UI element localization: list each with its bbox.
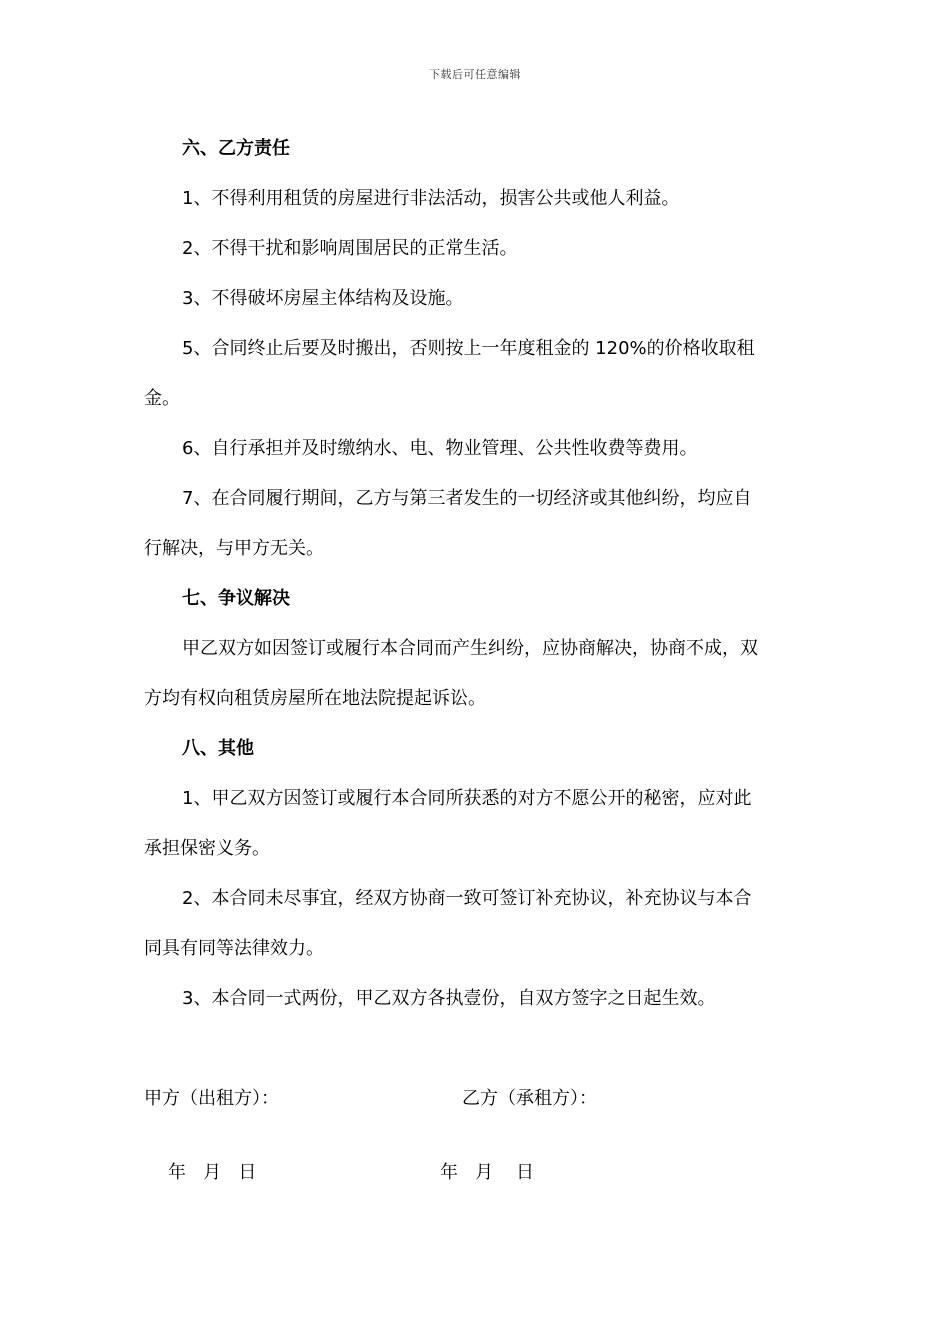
clause-line: 3、本合同一式两份，甲乙双方各执壹份，自双方签字之日起生效。	[182, 988, 716, 1009]
page-header-note: 下载后可任意编辑	[429, 68, 521, 81]
section-heading-party-b-duties: 六、乙方责任	[182, 138, 290, 159]
section-heading-other: 八、其他	[182, 738, 254, 759]
section-heading-dispute-resolution: 七、争议解决	[182, 588, 290, 609]
clause-line-continuation: 金。	[144, 388, 180, 409]
clause-line: 1、不得利用租赁的房屋进行非法活动，损害公共或他人利益。	[182, 188, 680, 209]
clause-line: 甲乙双方如因签订或履行本合同而产生纠纷，应协商解决，协商不成，双	[182, 638, 758, 659]
clause-line: 7、在合同履行期间，乙方与第三者发生的一切经济或其他纠纷，均应自	[182, 488, 752, 509]
date-block	[144, 1158, 808, 1188]
clause-line-continuation: 方均有权向租赁房屋所在地法院提起诉讼。	[144, 688, 486, 709]
clause-line-continuation: 承担保密义务。	[144, 838, 270, 859]
clause-line-continuation: 同具有同等法律效力。	[144, 938, 324, 959]
signature-date-row	[144, 1158, 808, 1188]
clause-line: 5、合同终止后要及时搬出，否则按上一年度租金的 120%的价格收取租	[182, 338, 755, 359]
party-b-date-label: 年 月 日	[440, 1162, 535, 1183]
party-a-date-label: 年 月 日	[168, 1162, 257, 1183]
signature-block	[144, 1084, 808, 1114]
party-b-signature-label: 乙方（承租方）：	[462, 1088, 597, 1109]
signature-party-row	[144, 1084, 808, 1114]
clause-line: 2、不得干扰和影响周围居民的正常生活。	[182, 238, 518, 259]
clause-line: 6、自行承担并及时缴纳水、电、物业管理、公共性收费等费用。	[182, 438, 698, 459]
clause-line: 2、本合同未尽事宜，经双方协商一致可签订补充协议，补充协议与本合	[182, 888, 752, 909]
clause-line: 1、甲乙双方因签订或履行本合同所获悉的对方不愿公开的秘密，应对此	[182, 788, 752, 809]
clause-line-continuation: 行解决，与甲方无关。	[144, 538, 324, 559]
document-body	[144, 124, 808, 1024]
party-a-signature-label: 甲方（出租方）：	[144, 1088, 279, 1109]
clause-line: 3、不得破坏房屋主体结构及设施。	[182, 288, 464, 309]
